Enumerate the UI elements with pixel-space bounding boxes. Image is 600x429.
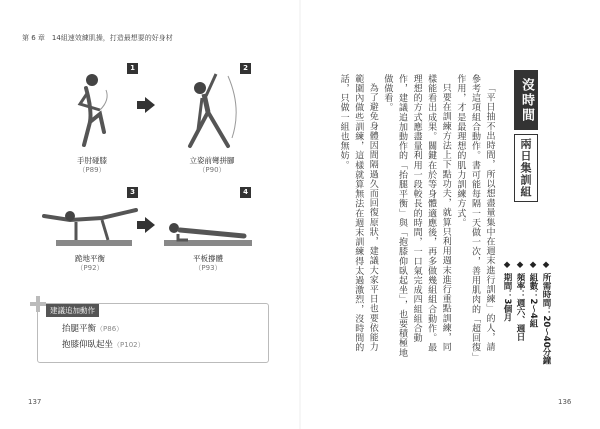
book-gutter xyxy=(299,0,301,429)
elbow-to-knee-illustration xyxy=(60,70,130,148)
additional-item-name: 抬腿平衡 xyxy=(62,324,97,334)
arrow-right-icon xyxy=(137,217,155,233)
exercise-page-4: （P93） xyxy=(194,264,222,272)
meta-period: ◆ 期間：3個月 xyxy=(502,260,512,322)
right-page-number: 136 xyxy=(558,398,572,406)
body-paragraph-2: 只要在訓練方法上下點功夫，就算只利用週末進行重點訓練，同樣能看出成果。關鍵在於等身體適應後，再多做幾組組合動作。最理想的方式應盡量利用一段較長的時間，一口氣完成四組組合動作，建議追加動作的「抬腿平衡」與「抱膝仰臥起坐」，也要積極地做做看。 xyxy=(382,74,451,358)
plank-illustration xyxy=(160,208,256,250)
body-paragraph-1: 「平日抽不出時間，所以想盡量集中在週末進行訓練」的人，請參考這項組合動作。書可能每隔一天做一次，善用肌肉的「超回復」作用，才是最理想的肌力訓練方式。 xyxy=(455,74,495,358)
additional-item-page: （P86） xyxy=(96,325,124,333)
body-paragraph-3: 為了避免身體因間隔過久而回復原狀，建議大家平日也要依能力範圍內做些訓練，這樣就算無法在週末訓練得太過激烈，沒時間的話，只做一組也無妨。 xyxy=(338,74,378,353)
exercise-page-2: （P90） xyxy=(198,166,226,174)
exercise-number-2: 2 xyxy=(240,63,251,74)
exercise-name-4: 平板撐體 xyxy=(193,254,223,263)
arrow-right-icon xyxy=(137,97,155,113)
exercise-page-1: （P89） xyxy=(78,166,106,174)
additional-exercises-title: 建議追加動作 xyxy=(46,304,99,317)
exercise-number-3: 3 xyxy=(127,187,138,198)
additional-item-2 xyxy=(62,338,145,350)
kneeling-balance-illustration xyxy=(42,198,142,250)
exercise-number-1: 1 xyxy=(127,63,138,74)
running-head: 第 6 章 14組速效練肌操，打造最想要的好身材 xyxy=(22,34,173,42)
exercise-page-3: （P92） xyxy=(76,264,104,272)
section-subtitle: 兩日集訓組 xyxy=(514,134,538,202)
body-text xyxy=(336,74,497,360)
additional-item-name: 抱膝仰臥起坐 xyxy=(62,340,114,350)
additional-item-page: （P102） xyxy=(113,341,145,349)
standing-bend-illustration xyxy=(178,68,248,150)
exercise-number-4: 4 xyxy=(240,187,251,198)
meta-duration: ◆ 所需時間：20〜40分鐘 xyxy=(541,260,551,365)
left-page-number: 137 xyxy=(28,398,42,406)
additional-item-1 xyxy=(62,322,123,334)
meta-sets: ◆ 組數：2〜4組 xyxy=(528,260,538,328)
exercise-name-1: 手肘碰膝 xyxy=(77,156,107,165)
meta-frequency: ◆ 頻率：週六、週日 xyxy=(515,260,525,341)
plus-icon xyxy=(30,296,46,312)
section-title: 沒時間 xyxy=(514,70,538,130)
exercise-name-3: 跪地平衡 xyxy=(75,254,105,263)
exercise-name-2: 立姿前彎拼腳 xyxy=(189,156,235,165)
section-title-block xyxy=(514,70,544,198)
